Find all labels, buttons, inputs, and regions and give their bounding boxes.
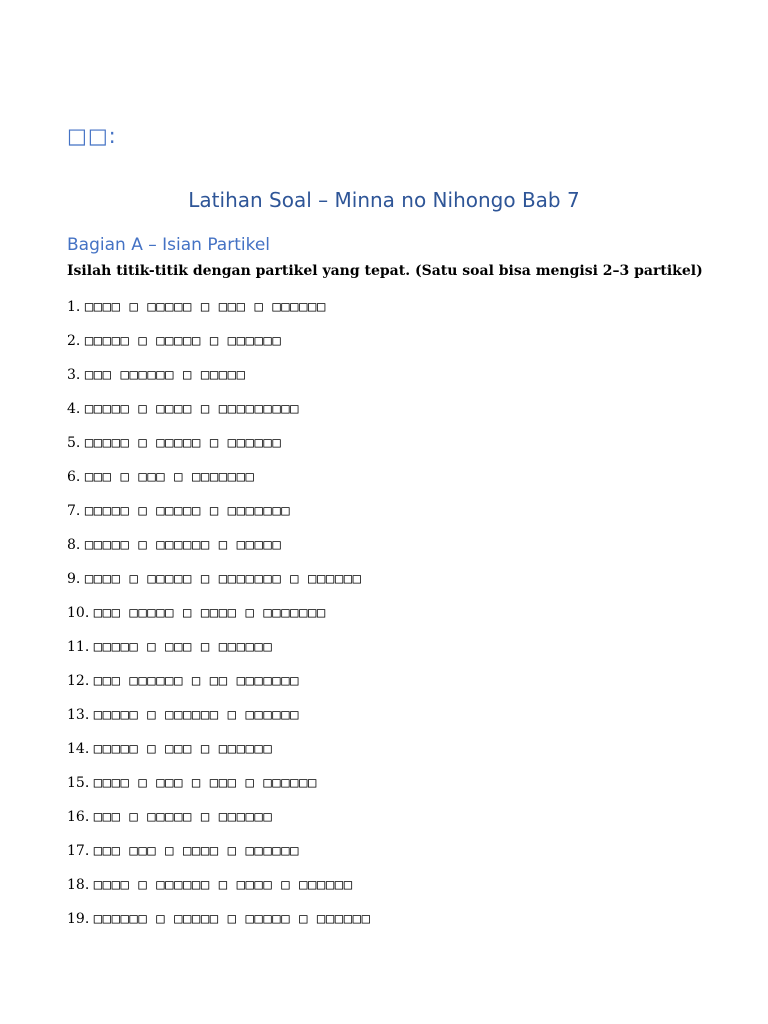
exercise-sentence: □□□□ □ □□□□□ □ □□□□□□□ □ □□□□□□ — [84, 571, 362, 587]
exercise-number: 19. — [67, 911, 90, 927]
exercise-item — [67, 365, 371, 399]
exercise-sentence: □□□□□ □ □□□□□ □ □□□□□□□ — [84, 503, 291, 519]
exercise-item — [67, 739, 371, 773]
exercise-item — [67, 637, 371, 671]
exercise-sentence: □□□□ □ □□□□□ □ □□□ □ □□□□□□ — [84, 299, 326, 315]
exercise-sentence: □□□□□ □ □□□□□ □ □□□□□□ — [84, 333, 282, 349]
section-a-instructions: Isilah titik-titik dengan partikel yang tepat. (Satu soal bisa mengisi 2–3 partikel) — [67, 263, 703, 279]
exercise-sentence: □□□□□ □ □□□□□ □ □□□□□□ — [84, 435, 282, 451]
exercise-sentence: □□□ □□□ □ □□□□ □ □□□□□□ — [93, 843, 300, 859]
exercise-item — [67, 671, 371, 705]
exercise-number: 9. — [67, 571, 81, 587]
exercise-item — [67, 603, 371, 637]
exercise-item — [67, 399, 371, 433]
exercise-number: 12. — [67, 673, 90, 689]
exercise-sentence: □□□□□ □ □□□ □ □□□□□□ — [93, 741, 273, 757]
exercise-number: 10. — [67, 605, 90, 621]
exercise-item — [67, 807, 371, 841]
exercise-number: 7. — [67, 503, 81, 519]
exercise-item — [67, 841, 371, 875]
exercise-number: 3. — [67, 367, 81, 383]
exercise-sentence: □□□□□ □ □□□□□□ □ □□□□□□ — [93, 707, 300, 723]
exercise-sentence: □□□□□ □ □□□ □ □□□□□□ — [93, 639, 273, 655]
exercise-item — [67, 467, 371, 501]
exercise-item — [67, 875, 371, 909]
exercise-sentence: □□□ □□□□□□ □ □□□□□ — [84, 367, 246, 383]
name-label: □□: — [67, 124, 117, 148]
exercise-sentence: □□□□□□ □ □□□□□ □ □□□□□ □ □□□□□□ — [93, 911, 371, 927]
exercise-item — [67, 909, 371, 943]
exercise-sentence: □□□ □□□□□ □ □□□□ □ □□□□□□□ — [93, 605, 326, 621]
exercise-sentence: □□□ □ □□□ □ □□□□□□□ — [84, 469, 255, 485]
exercise-number: 15. — [67, 775, 90, 791]
exercise-item — [67, 331, 371, 365]
exercise-number: 11. — [67, 639, 90, 655]
exercise-item — [67, 535, 371, 569]
exercise-item — [67, 705, 371, 739]
exercise-number: 6. — [67, 469, 81, 485]
exercise-number: 18. — [67, 877, 90, 893]
exercise-item — [67, 773, 371, 807]
exercise-number: 17. — [67, 843, 90, 859]
exercise-number: 13. — [67, 707, 90, 723]
exercise-list — [67, 297, 371, 943]
exercise-sentence: □□□□□ □ □□□□ □ □□□□□□□□□ — [84, 401, 300, 417]
document-title: Latihan Soal – Minna no Nihongo Bab 7 — [188, 188, 580, 212]
exercise-sentence: □□□□□ □ □□□□□□ □ □□□□□ — [84, 537, 282, 553]
exercise-number: 2. — [67, 333, 81, 349]
exercise-sentence: □□□□ □ □□□ □ □□□ □ □□□□□□ — [93, 775, 317, 791]
exercise-number: 4. — [67, 401, 81, 417]
exercise-sentence: □□□□ □ □□□□□□ □ □□□□ □ □□□□□□ — [93, 877, 353, 893]
exercise-item — [67, 297, 371, 331]
exercise-number: 14. — [67, 741, 90, 757]
exercise-sentence: □□□ □ □□□□□ □ □□□□□□ — [93, 809, 273, 825]
exercise-number: 5. — [67, 435, 81, 451]
exercise-number: 16. — [67, 809, 90, 825]
section-a-heading: Bagian A – Isian Partikel — [67, 235, 271, 255]
exercise-item — [67, 569, 371, 603]
exercise-item — [67, 501, 371, 535]
exercise-item — [67, 433, 371, 467]
exercise-number: 1. — [67, 299, 81, 315]
exercise-sentence: □□□ □□□□□□ □ □□ □□□□□□□ — [93, 673, 300, 689]
exercise-number: 8. — [67, 537, 81, 553]
